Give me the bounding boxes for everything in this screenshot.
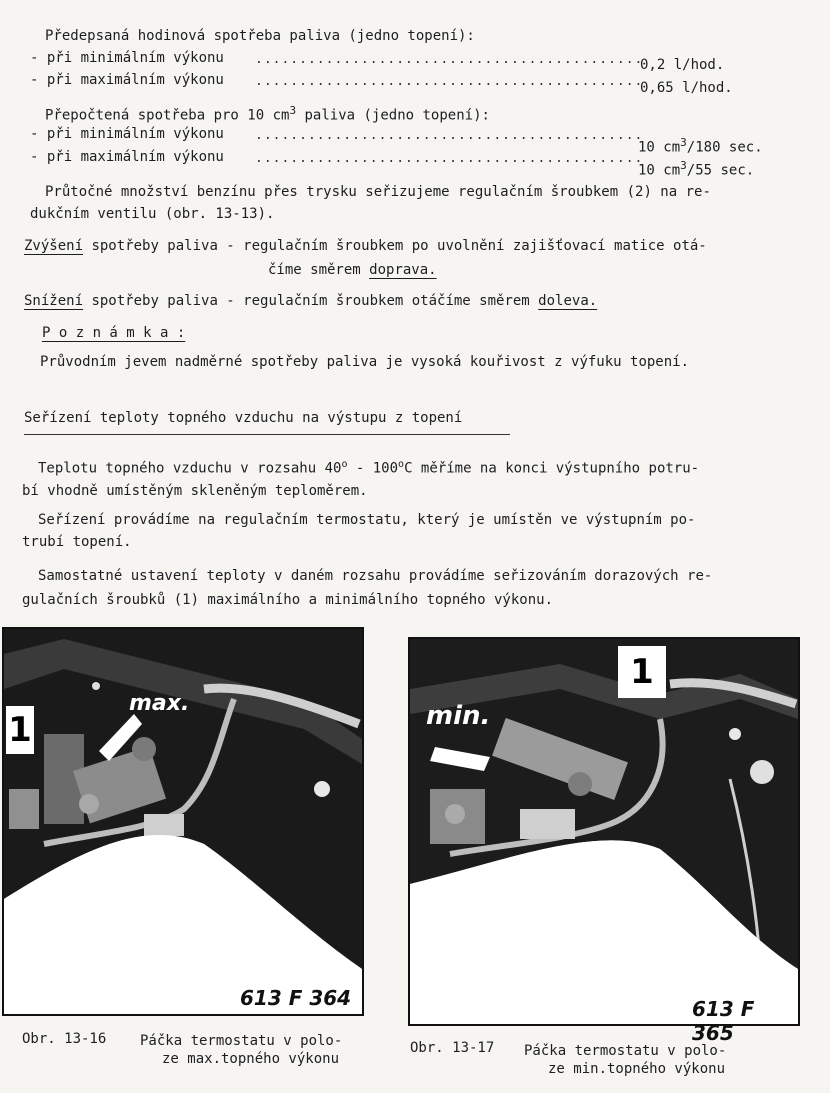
figure-photo-min xyxy=(408,637,800,1045)
figure-caption-text: Páčka termostatu v polo- xyxy=(140,1033,343,1049)
leader-dots: ............................................ xyxy=(255,74,644,89)
figure-code-min: 613 F 365 xyxy=(692,997,755,1045)
thermostat-photo-min xyxy=(410,639,798,1024)
consumption-max-value: 0,65 l/hod. xyxy=(640,80,733,96)
flow-text-line1: Průtočné množství benzínu přes trysku seřizujeme regulačním šroubkem (2) na re- xyxy=(45,184,711,200)
recalc-max-label: - při maximálním výkonu xyxy=(30,149,224,165)
callout-number-1: 1 xyxy=(618,646,666,698)
recalc-min-label: - při minimálním výkonu xyxy=(30,126,224,142)
figure-caption-number: Obr. 13-16 xyxy=(22,1031,107,1047)
figure-caption-text: ze max.topného výkonu xyxy=(162,1051,340,1067)
recalc-min-value: 10 $cm^3/180$ sec. xyxy=(638,136,763,156)
consumption-min-label: - při minimálním výkonu xyxy=(30,50,224,66)
decrease-line: Snížení spotřeby paliva - regulačním šroubkem otáčíme směrem doleva. xyxy=(24,293,598,309)
note-heading: P o z n á m k a : xyxy=(42,325,186,341)
flow-text-line2: dukčním ventilu (obr. 13-13). xyxy=(30,206,275,222)
leader-dots: ............................................ xyxy=(255,151,644,166)
figure-caption-text: ze min.topného výkonu xyxy=(548,1061,726,1077)
para1-line2: bí vhodně umístěným skleněným teploměrem. xyxy=(22,483,368,499)
increase-line1: Zvýšení spotřeby paliva - regulačním šroubkem po uvolnění zajišťovací matice otá- xyxy=(24,238,707,254)
figure-caption-number: Obr. 13-17 xyxy=(410,1040,495,1056)
note-text: Průvodním jevem nadměrné spotřeby paliva je vysoká kouřivost z výfuku topení. xyxy=(40,354,690,370)
figure-code-max: 613 F 364 xyxy=(240,986,352,1010)
min-label: min. xyxy=(426,701,491,731)
section-title-rule xyxy=(24,434,510,435)
section-title: Seřízení teploty topného vzduchu na výstupu z topení xyxy=(24,410,463,426)
consumption-max-label: - při maximálním výkonu xyxy=(30,72,224,88)
para3-line2: gulačních šroubků (1) maximálního a minimálního topného výkonu. xyxy=(22,592,554,608)
figure-caption-text: Páčka termostatu v polo- xyxy=(524,1043,727,1059)
recalc-heading: Přepočtená spotřeba pro 10 $cm^3$ paliva (jedno topení): xyxy=(45,104,490,124)
consumption-heading: Předepsaná hodinová spotřeba paliva (jedno topení): xyxy=(45,28,475,44)
thermostat-photo-max xyxy=(4,629,362,1014)
recalc-max-value: 10 $cm^3/55$ sec. xyxy=(638,159,755,179)
para2-line2: trubí topení. xyxy=(22,534,132,550)
callout-number-1: 1 xyxy=(6,706,34,754)
leader-dots: ............................................ xyxy=(255,128,644,143)
leader-dots: ............................................ xyxy=(255,52,644,67)
consumption-min-value: 0,2 l/hod. xyxy=(640,57,725,73)
para3-line1: Samostatné ustavení teploty v daném rozsahu provádíme seřizováním dorazových re- xyxy=(38,568,713,584)
figure-photo-max xyxy=(2,627,364,1016)
increase-line2: číme směrem doprava. xyxy=(268,262,437,278)
max-label: max. xyxy=(129,691,190,716)
para2-line1: Seřízení provádíme na regulačním termostatu, který je umístěn ve výstupním po- xyxy=(38,512,696,528)
para1-line1: Teplotu topného vzduchu v rozsahu 40$^o$ - 100$^o$C měříme na konci výstupního potru- xyxy=(38,459,700,477)
